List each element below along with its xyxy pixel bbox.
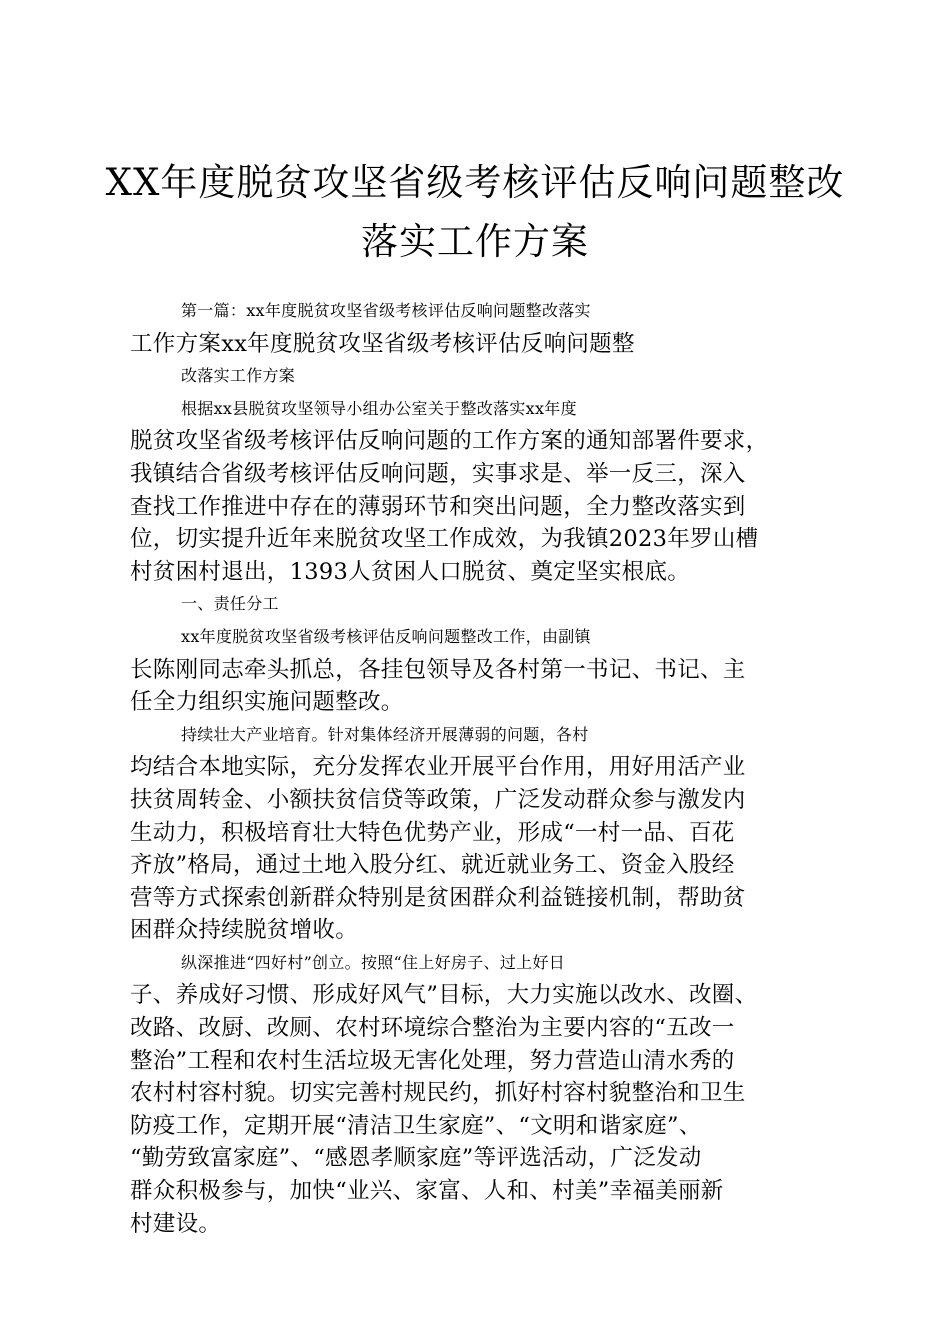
body-text-line: 齐放”格局，通过土地入股分红、就近就业务工、资金入股经 <box>130 852 735 879</box>
body-text-line: 生动力，积极培育壮大特色优势产业，形成“一村一品、百花 <box>130 819 735 846</box>
body-text-line: 营等方式探索创新群众特别是贫困群众利益链接机制，帮助贫 <box>130 884 746 911</box>
body-text-line: 村建设。 <box>130 1210 222 1237</box>
body-text-line: 第一篇：xx年度脱贫攻坚省级考核评估反响问题整改落实 <box>181 301 591 320</box>
body-text-line: 改落实工作方案 <box>181 366 296 386</box>
body-text-line: 子、养成好习惯、形成好风气”目标，大力实施以改水、改圈、 <box>130 982 758 1009</box>
body-text-line: 根据xx县脱贫攻坚领导小组办公室关于整改落实xx年度 <box>181 398 577 418</box>
body-text-line: 改路、改厨、改厕、农村环境综合整治为主要内容的“五改一 <box>130 1015 735 1042</box>
document-title-line-1: XX年度脱贫攻坚省级考核评估反响问题整改 <box>105 161 845 204</box>
body-text-line: “勤劳致富家庭”、“感恩孝顺家庭”等评选活动，广泛发动 <box>130 1145 702 1172</box>
body-text-line: 农村村容村貌。切实完善村规民约，抓好村容村貌整治和卫生 <box>130 1080 746 1107</box>
body-text-line: 困群众持续脱贫增收。 <box>130 917 359 944</box>
body-text-line: 脱贫攻坚省级考核评估反响问题的工作方案的通知部署件要求， <box>130 428 769 455</box>
body-text-line: 群众积极参与，加快“业兴、家富、人和、村美”幸福美丽新 <box>130 1178 724 1205</box>
body-text-line: 任全力组织实施问题整改。 <box>130 689 404 716</box>
body-text-line: 持续壮大产业培育。针对集体经济开展薄弱的问题，各村 <box>181 724 589 744</box>
body-text-line: 防疫工作，定期开展“清洁卫生家庭”、“文明和谐家庭”、 <box>130 1112 702 1139</box>
body-text-line: 整治”工程和农村生活垃圾无害化处理，努力营造山清水秀的 <box>130 1047 735 1074</box>
body-text-line: 村贫困村退出，1393人贫困人口脱贫、奠定坚实根底。 <box>130 558 691 585</box>
body-text-line: 纵深推进“四好村”创立。按照“住上好房子、过上好日 <box>181 952 566 972</box>
body-text-line: 扶贫周转金、小额扶贫信贷等政策，广泛发动群众参与激发内 <box>130 786 746 813</box>
body-text-line: 位，切实提升近年来脱贫攻坚工作成效，为我镇2023年罗山槽 <box>130 526 759 553</box>
body-text-line: 长陈刚同志牵头抓总，各挂包领导及各村第一书记、书记、主 <box>130 656 746 683</box>
body-text-line: 工作方案xx年度脱贫攻坚省级考核评估反响问题整 <box>130 330 635 357</box>
body-text-line: 均结合本地实际，充分发挥农业开展平台作用，用好用活产业 <box>130 754 746 781</box>
body-text-line: 查找工作推进中存在的薄弱环节和突出问题，全力整改落实到 <box>130 493 746 520</box>
body-text-line: xx年度脱贫攻坚省级考核评估反响问题整改工作，由副镇 <box>181 626 591 646</box>
document-body <box>130 295 820 1240</box>
body-text-line: 我镇结合省级考核评估反响问题，实事求是、举一反三，深入 <box>130 460 746 487</box>
body-text-line: 一、责任分工 <box>181 594 279 614</box>
document-title-line-2: 落实工作方案 <box>361 220 589 263</box>
